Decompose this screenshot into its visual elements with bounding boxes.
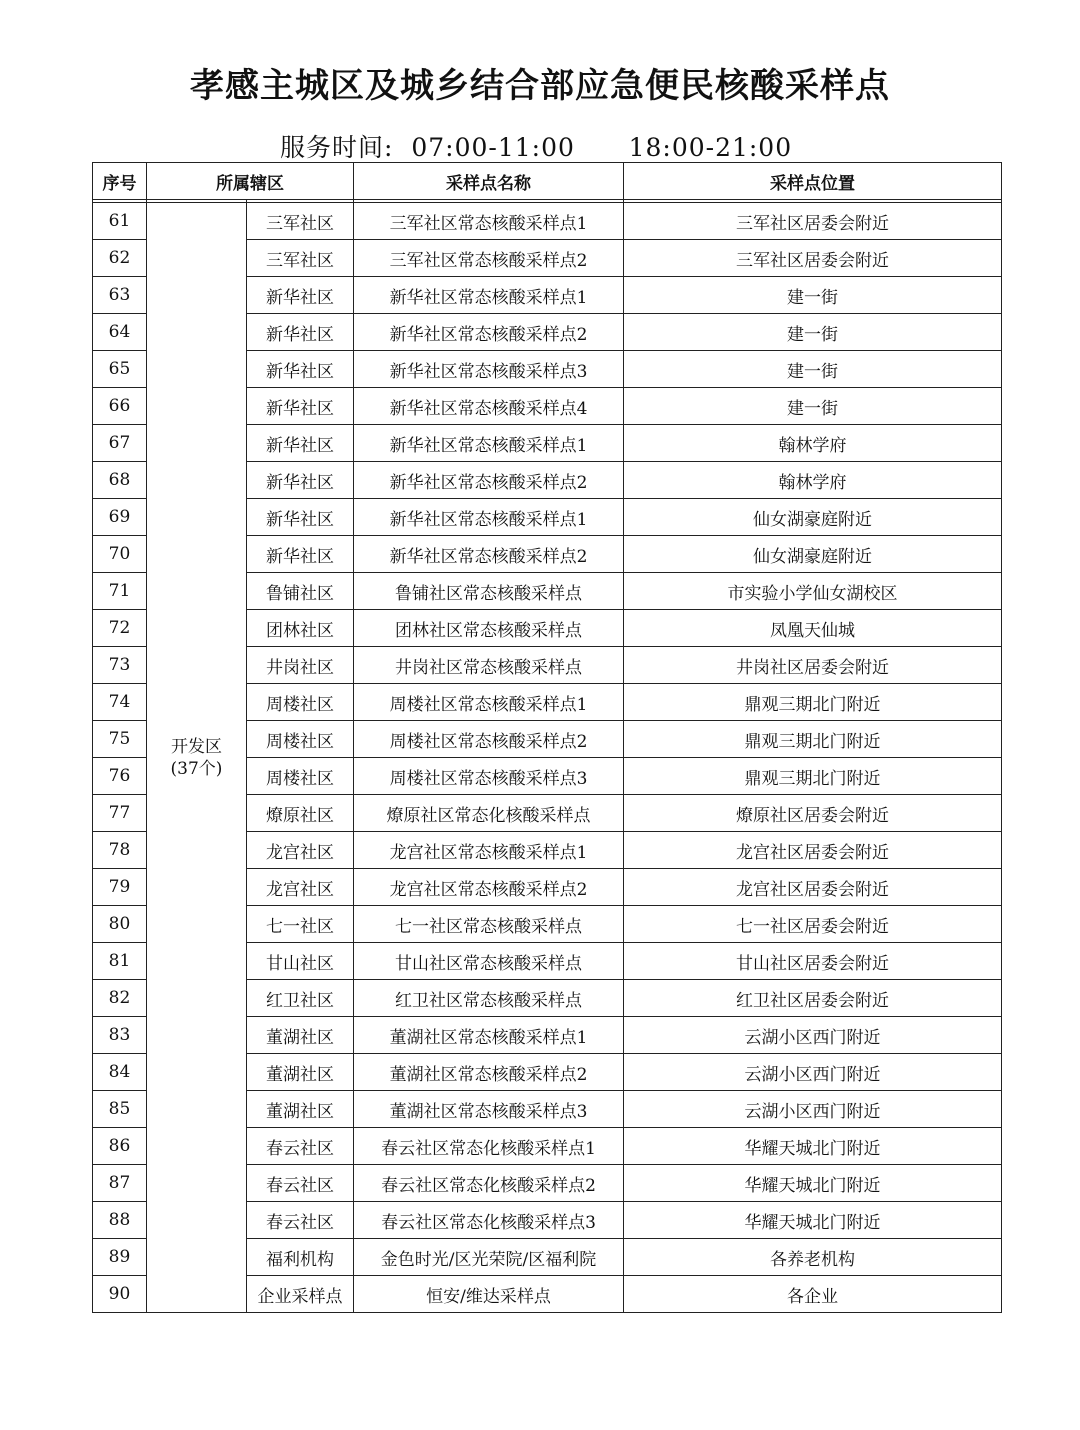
cell-location: 鼎观三期北门附近 bbox=[624, 721, 1002, 758]
cell-name: 周楼社区常态核酸采样点3 bbox=[354, 758, 624, 795]
cell-seq: 69 bbox=[93, 499, 147, 536]
cell-location: 鼎观三期北门附近 bbox=[624, 684, 1002, 721]
cell-location: 井岗社区居委会附近 bbox=[624, 647, 1002, 684]
cell-community: 甘山社区 bbox=[247, 943, 354, 980]
cell-community: 企业采样点 bbox=[247, 1276, 354, 1313]
cell-seq: 80 bbox=[93, 906, 147, 943]
cell-community: 董湖社区 bbox=[247, 1054, 354, 1091]
cell-name: 新华社区常态核酸采样点1 bbox=[354, 277, 624, 314]
cell-community: 春云社区 bbox=[247, 1165, 354, 1202]
cell-seq: 82 bbox=[93, 980, 147, 1017]
cell-location: 燎原社区居委会附近 bbox=[624, 795, 1002, 832]
cell-location: 翰林学府 bbox=[624, 425, 1002, 462]
cell-location: 各企业 bbox=[624, 1276, 1002, 1313]
service-time bbox=[280, 128, 792, 164]
cell-location: 翰林学府 bbox=[624, 462, 1002, 499]
cell-seq: 67 bbox=[93, 425, 147, 462]
cell-seq: 71 bbox=[93, 573, 147, 610]
cell-name: 新华社区常态核酸采样点4 bbox=[354, 388, 624, 425]
cell-seq: 64 bbox=[93, 314, 147, 351]
cell-community: 董湖社区 bbox=[247, 1091, 354, 1128]
cell-location: 华耀天城北门附近 bbox=[624, 1202, 1002, 1239]
cell-community: 燎原社区 bbox=[247, 795, 354, 832]
cell-seq: 79 bbox=[93, 869, 147, 906]
cell-seq: 90 bbox=[93, 1276, 147, 1313]
cell-community: 三军社区 bbox=[247, 203, 354, 240]
cell-community: 七一社区 bbox=[247, 906, 354, 943]
cell-name: 龙宫社区常态核酸采样点1 bbox=[354, 832, 624, 869]
service-time-morning: 07:00-11:00 bbox=[411, 133, 575, 162]
table-header-row bbox=[93, 163, 1002, 200]
cell-location: 仙女湖豪庭附近 bbox=[624, 499, 1002, 536]
cell-community: 周楼社区 bbox=[247, 721, 354, 758]
cell-name: 新华社区常态核酸采样点2 bbox=[354, 462, 624, 499]
cell-name: 金色时光/区光荣院/区福利院 bbox=[354, 1239, 624, 1276]
service-time-label: 服务时间: bbox=[280, 133, 394, 162]
cell-seq: 65 bbox=[93, 351, 147, 388]
cell-community: 周楼社区 bbox=[247, 758, 354, 795]
cell-location: 三军社区居委会附近 bbox=[624, 240, 1002, 277]
cell-location: 市实验小学仙女湖校区 bbox=[624, 573, 1002, 610]
sampling-points-table bbox=[92, 162, 1002, 1313]
cell-community: 团林社区 bbox=[247, 610, 354, 647]
cell-seq: 78 bbox=[93, 832, 147, 869]
cell-community: 新华社区 bbox=[247, 388, 354, 425]
cell-name: 井岗社区常态核酸采样点 bbox=[354, 647, 624, 684]
cell-community: 井岗社区 bbox=[247, 647, 354, 684]
cell-community: 新华社区 bbox=[247, 425, 354, 462]
cell-seq: 63 bbox=[93, 277, 147, 314]
cell-seq: 68 bbox=[93, 462, 147, 499]
cell-location: 各养老机构 bbox=[624, 1239, 1002, 1276]
cell-seq: 76 bbox=[93, 758, 147, 795]
cell-community: 新华社区 bbox=[247, 499, 354, 536]
cell-seq: 70 bbox=[93, 536, 147, 573]
table-row bbox=[93, 203, 1002, 240]
cell-name: 董湖社区常态核酸采样点2 bbox=[354, 1054, 624, 1091]
cell-name: 春云社区常态化核酸采样点1 bbox=[354, 1128, 624, 1165]
cell-location: 凤凰天仙城 bbox=[624, 610, 1002, 647]
cell-seq: 66 bbox=[93, 388, 147, 425]
cell-location: 云湖小区西门附近 bbox=[624, 1054, 1002, 1091]
cell-community: 周楼社区 bbox=[247, 684, 354, 721]
cell-community: 董湖社区 bbox=[247, 1017, 354, 1054]
cell-name: 春云社区常态化核酸采样点3 bbox=[354, 1202, 624, 1239]
cell-community: 龙宫社区 bbox=[247, 869, 354, 906]
cell-name: 红卫社区常态核酸采样点 bbox=[354, 980, 624, 1017]
cell-name: 新华社区常态核酸采样点1 bbox=[354, 425, 624, 462]
cell-name: 鲁铺社区常态核酸采样点 bbox=[354, 573, 624, 610]
cell-location: 云湖小区西门附近 bbox=[624, 1091, 1002, 1128]
cell-location: 华耀天城北门附近 bbox=[624, 1165, 1002, 1202]
cell-name: 甘山社区常态核酸采样点 bbox=[354, 943, 624, 980]
page-title: 孝感主城区及城乡结合部应急便民核酸采样点 bbox=[190, 66, 890, 106]
cell-name: 三军社区常态核酸采样点1 bbox=[354, 203, 624, 240]
cell-seq: 62 bbox=[93, 240, 147, 277]
cell-location: 建一街 bbox=[624, 314, 1002, 351]
cell-name: 七一社区常态核酸采样点 bbox=[354, 906, 624, 943]
cell-location: 建一街 bbox=[624, 388, 1002, 425]
cell-community: 新华社区 bbox=[247, 536, 354, 573]
cell-name: 董湖社区常态核酸采样点1 bbox=[354, 1017, 624, 1054]
zone-name: 开发区 bbox=[171, 736, 222, 757]
cell-community: 龙宫社区 bbox=[247, 832, 354, 869]
cell-seq: 85 bbox=[93, 1091, 147, 1128]
cell-name: 春云社区常态化核酸采样点2 bbox=[354, 1165, 624, 1202]
cell-seq: 61 bbox=[93, 203, 147, 240]
cell-name: 团林社区常态核酸采样点 bbox=[354, 610, 624, 647]
cell-name: 周楼社区常态核酸采样点2 bbox=[354, 721, 624, 758]
header-district: 所属辖区 bbox=[147, 163, 354, 200]
cell-community: 新华社区 bbox=[247, 277, 354, 314]
cell-community: 春云社区 bbox=[247, 1202, 354, 1239]
service-time-evening: 18:00-21:00 bbox=[628, 133, 793, 162]
cell-name: 新华社区常态核酸采样点2 bbox=[354, 536, 624, 573]
cell-seq: 77 bbox=[93, 795, 147, 832]
cell-community: 鲁铺社区 bbox=[247, 573, 354, 610]
cell-seq: 87 bbox=[93, 1165, 147, 1202]
header-name: 采样点名称 bbox=[354, 163, 624, 200]
cell-community: 新华社区 bbox=[247, 462, 354, 499]
table-body bbox=[93, 200, 1002, 1313]
cell-name: 恒安/维达采样点 bbox=[354, 1276, 624, 1313]
cell-location: 建一街 bbox=[624, 277, 1002, 314]
cell-community: 福利机构 bbox=[247, 1239, 354, 1276]
header-location: 采样点位置 bbox=[624, 163, 1002, 200]
cell-location: 建一街 bbox=[624, 351, 1002, 388]
cell-community: 红卫社区 bbox=[247, 980, 354, 1017]
cell-name: 龙宫社区常态核酸采样点2 bbox=[354, 869, 624, 906]
cell-location: 鼎观三期北门附近 bbox=[624, 758, 1002, 795]
cell-seq: 86 bbox=[93, 1128, 147, 1165]
cell-name: 周楼社区常态核酸采样点1 bbox=[354, 684, 624, 721]
cell-community: 新华社区 bbox=[247, 314, 354, 351]
cell-seq: 88 bbox=[93, 1202, 147, 1239]
cell-location: 华耀天城北门附近 bbox=[624, 1128, 1002, 1165]
zone-count: (37个) bbox=[170, 758, 223, 779]
cell-seq: 84 bbox=[93, 1054, 147, 1091]
cell-location: 云湖小区西门附近 bbox=[624, 1017, 1002, 1054]
cell-location: 红卫社区居委会附近 bbox=[624, 980, 1002, 1017]
cell-location: 三军社区居委会附近 bbox=[624, 203, 1002, 240]
cell-name: 三军社区常态核酸采样点2 bbox=[354, 240, 624, 277]
cell-location: 龙宫社区居委会附近 bbox=[624, 832, 1002, 869]
cell-seq: 89 bbox=[93, 1239, 147, 1276]
cell-location: 仙女湖豪庭附近 bbox=[624, 536, 1002, 573]
cell-zone bbox=[147, 203, 247, 1313]
cell-location: 七一社区居委会附近 bbox=[624, 906, 1002, 943]
cell-name: 新华社区常态核酸采样点2 bbox=[354, 314, 624, 351]
cell-community: 春云社区 bbox=[247, 1128, 354, 1165]
cell-seq: 73 bbox=[93, 647, 147, 684]
cell-seq: 83 bbox=[93, 1017, 147, 1054]
cell-location: 龙宫社区居委会附近 bbox=[624, 869, 1002, 906]
cell-seq: 72 bbox=[93, 610, 147, 647]
cell-seq: 75 bbox=[93, 721, 147, 758]
cell-name: 董湖社区常态核酸采样点3 bbox=[354, 1091, 624, 1128]
cell-location: 甘山社区居委会附近 bbox=[624, 943, 1002, 980]
cell-community: 新华社区 bbox=[247, 351, 354, 388]
cell-seq: 74 bbox=[93, 684, 147, 721]
header-seq: 序号 bbox=[93, 163, 147, 200]
cell-community: 三军社区 bbox=[247, 240, 354, 277]
cell-name: 燎原社区常态化核酸采样点 bbox=[354, 795, 624, 832]
cell-name: 新华社区常态核酸采样点3 bbox=[354, 351, 624, 388]
cell-name: 新华社区常态核酸采样点1 bbox=[354, 499, 624, 536]
cell-seq: 81 bbox=[93, 943, 147, 980]
